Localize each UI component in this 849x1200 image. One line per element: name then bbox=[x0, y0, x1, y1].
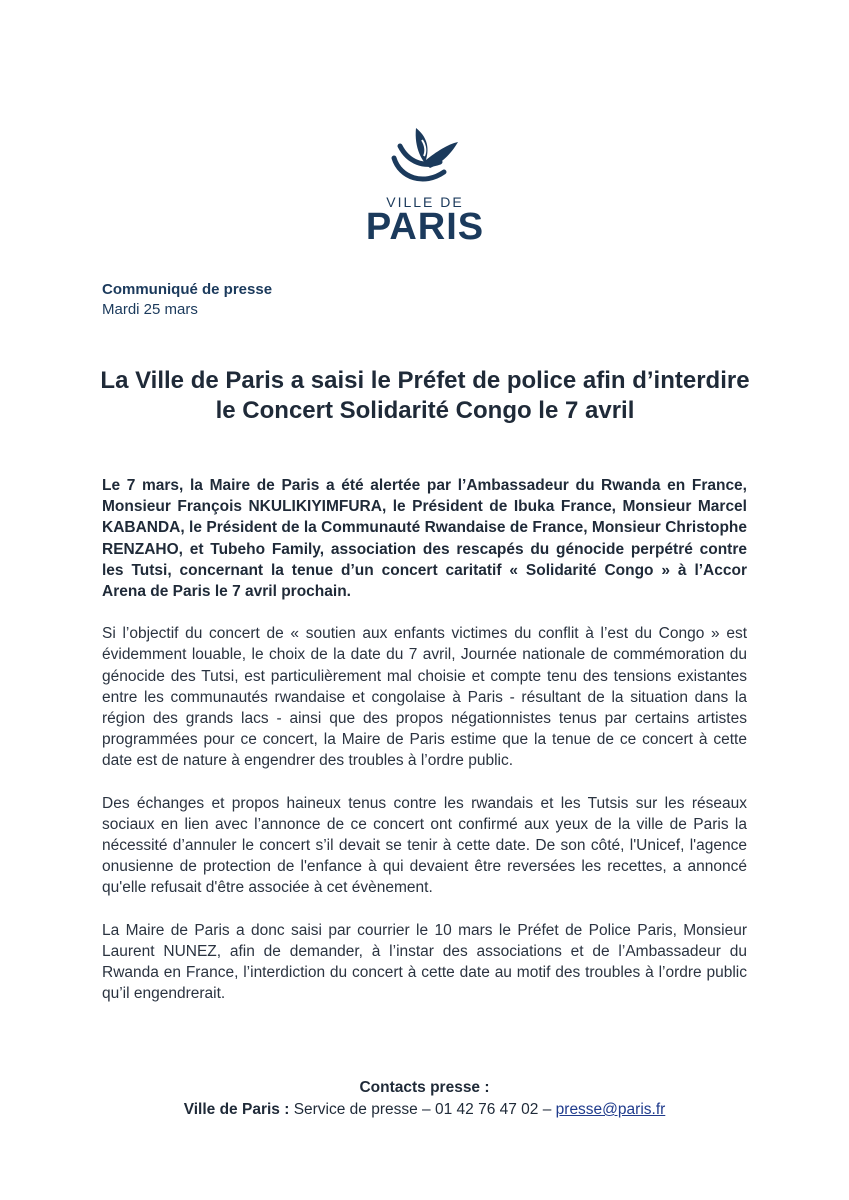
ville-de-paris-logo bbox=[355, 122, 495, 254]
paragraph: Des échanges et propos haineux tenus contre les rwandais et les Tutsis sur les réseaux sociaux en lien avec l’annonce de ce concert ont confirmé aux yeux de la ville de Paris la nécessité d’annuler le concert s’il devait se tenir à cette date. De son côté, l'Unicef, l'agence onusienne de protection de l'enfance à qui devaient être reversées les recettes, a annoncé qu'elle refusait d'être associée à cet évènement. bbox=[102, 794, 747, 897]
document-type: Communiqué de presse bbox=[102, 281, 273, 298]
logo-ville-de: VILLE DE bbox=[386, 194, 464, 210]
press-contacts bbox=[102, 1077, 747, 1121]
press-release-header bbox=[102, 280, 747, 320]
lead-paragraph: Le 7 mars, la Maire de Paris a été alertée par l’Ambassadeur du Rwanda en France, Monsieur François NKULIKIYIMFURA, le Président de Ibuka France, Monsieur Marcel KABANDA, le Président de la Communauté Rwandaise de France, Monsieur Christophe RENZAHO, et Tubeho Family, association des rescapés du génocide perpétré contre les Tutsi, concernant la tenue d’un concert caritatif « Solidarité Congo » à l’Accor Arena de Paris le 7 avril prochain. bbox=[102, 477, 747, 601]
contacts-heading: Contacts presse : bbox=[359, 1079, 490, 1096]
contact-email-link[interactable]: presse@paris.fr bbox=[555, 1101, 666, 1118]
contact-service: Service de presse – 01 42 76 47 02 – bbox=[293, 1101, 552, 1118]
paragraph: La Maire de Paris a donc saisi par courrier le 10 mars le Préfet de Police Paris, Monsieur Laurent NUNEZ, afin de demander, à l’instar des associations et de l’Ambassadeur du Rwanda en France, l’interdiction du concert à cette date au motif des troubles à l’ordre public qu’il engendrerait. bbox=[102, 921, 747, 1003]
body-text bbox=[102, 475, 747, 1025]
contact-line bbox=[102, 1099, 747, 1121]
document-date: Mardi 25 mars bbox=[102, 301, 198, 318]
contact-org: Ville de Paris : bbox=[183, 1101, 290, 1118]
paris-ship-emblem-icon bbox=[386, 122, 464, 192]
logo-paris: PARIS bbox=[365, 206, 485, 248]
paragraph: Si l’objectif du concert de « soutien aux enfants victimes du conflit à l’est du Congo » est évidemment louable, le choix de la date du 7 avril, Journée nationale de commémoration du génocide des Tutsi, est particulièrement mal choisie et compte tenu des tensions existantes entre les communautés rwandaise et congolaise à Paris - résultant de la situation dans la région des grands lacs - ainsi que des propos négationnistes tenus par certains artistes programmées pour ce concert, la Maire de Paris estime que la tenue de ce concert à cette date est de nature à engendrer des troubles à l’ordre public. bbox=[102, 625, 747, 770]
page-title: La Ville de Paris a saisi le Préfet de police afin d’interdire le Concert Solidarité Congo le 7 avril bbox=[100, 367, 750, 424]
